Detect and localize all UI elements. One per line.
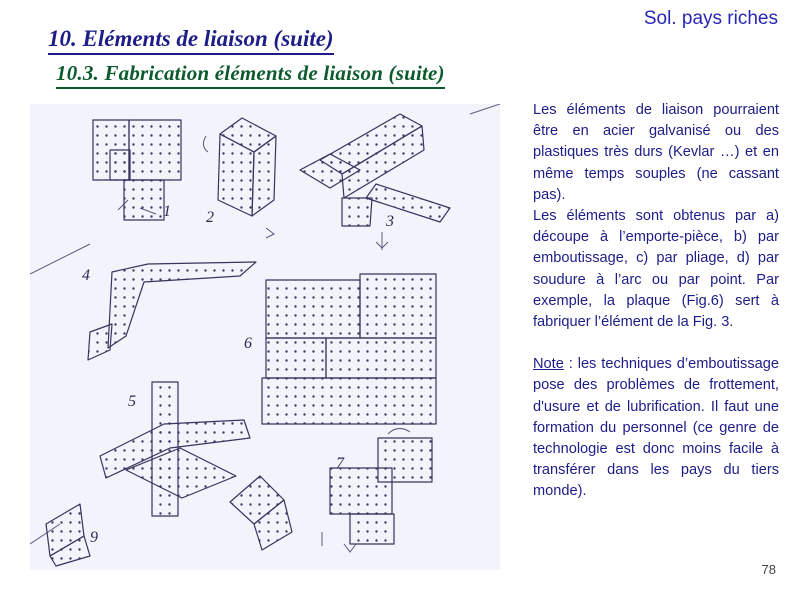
- figure-4-sketch: [88, 262, 256, 360]
- paragraph-methods: Les éléments sont obtenus par a) découpe à l’emporte-pièce, b) par emboutissage, c) par pliage, d) par soudure à l’arc ou par point. Par exemple, la plaque (Fig.6) sert à fabriquer l’élément de la Fig. 3.: [533, 208, 779, 331]
- page-title: [48, 26, 334, 52]
- figure-label-5: 5: [128, 393, 136, 410]
- figure-label-1: 1: [163, 203, 171, 220]
- figure-9-sketch: [46, 504, 90, 566]
- section-label: Sol. pays riches: [643, 8, 778, 29]
- note-text: : les techniques d’emboutissage pose des problèmes de frottement, d'usure et de lubrification. Il faut une formation du personnel (ce genre de technologie est donc moins facile à transférer dans les pays du tiers monde).: [533, 356, 779, 500]
- figure-5-sketch: [100, 382, 250, 516]
- figure-label-4: 4: [82, 267, 90, 284]
- figure-6-sketch: [262, 274, 436, 424]
- page-subtitle-text: 10.3. Fabrication éléments de liaison (suite): [56, 61, 445, 85]
- figure-label-2: 2: [206, 209, 214, 226]
- note-label: Note: [533, 356, 564, 373]
- figure-label-7: 7: [336, 455, 344, 472]
- figure-label-9: 9: [90, 529, 98, 546]
- page-subtitle: [56, 61, 445, 86]
- paragraph-materials: Les éléments de liaison pourraient être en acier galvanisé ou des plastiques très durs (Kevlar …) et en même temps souples (ne cassant pas).: [533, 102, 779, 203]
- body-text: [533, 100, 779, 503]
- page-number: 78: [761, 562, 776, 577]
- figure-label-6: 6: [244, 335, 252, 352]
- figure-2-sketch: [218, 118, 276, 216]
- page-title-text: 10. Eléments de liaison (suite): [48, 26, 334, 51]
- connector-sketches: [30, 104, 500, 570]
- sketch-figure: [30, 104, 500, 570]
- figure-label-3: 3: [386, 213, 394, 230]
- figure-8-sketch: [230, 476, 292, 550]
- paragraph-note: [533, 354, 779, 502]
- figure-3-sketch: [300, 114, 450, 226]
- figure-7-sketch: [330, 438, 432, 544]
